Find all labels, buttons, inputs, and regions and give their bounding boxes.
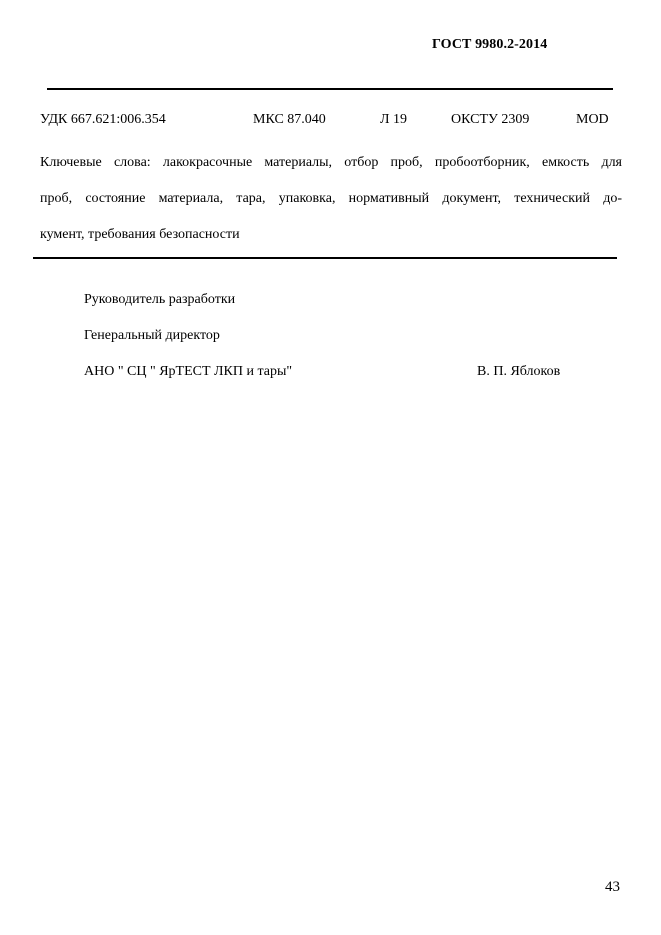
keywords-paragraph [40,145,622,253]
signer-role-lead: Руководитель разработки [84,292,236,307]
classification-row [0,112,661,130]
signer-organization-line [84,361,584,397]
modification-code: MOD [576,112,609,127]
bottom-divider [33,257,617,259]
keywords-line: кумент, требования безопасности [40,227,240,242]
signature-block [84,289,584,397]
mks-code: МКС 87.040 [253,112,326,127]
page-number: 43 [605,879,620,895]
signer-role-director: Генеральный директор [84,328,220,343]
signer-organization: АНО " СЦ " ЯрТЕСТ ЛКП и тары" [84,364,293,379]
okstu-code: ОКСТУ 2309 [451,112,530,127]
keywords-line: проб, состояние материала, тара, упаковка, нормативный документ, технический до- [40,191,622,206]
udk-code: УДК 667.621:006.354 [40,112,166,127]
top-divider [47,88,613,90]
l-code: Л 19 [380,112,407,127]
signer-name: В. П. Яблоков [477,364,561,379]
document-code: ГОСТ 9980.2-2014 [432,37,548,52]
keywords-line: Ключевые слова: лакокрасочные материалы, отбор проб, пробоотборник, емкость для [40,155,622,170]
